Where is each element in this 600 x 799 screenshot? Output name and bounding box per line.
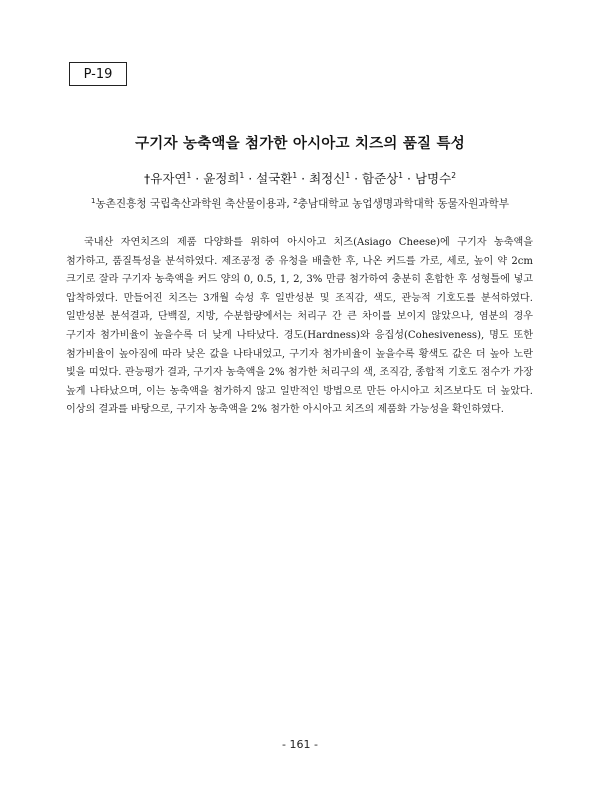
affiliation: $^1$농촌진흥청 국립축산과학원 축산물이용과, (90, 197, 294, 210)
poster-code: P-19 (83, 66, 113, 82)
paper-title: 구기자 농축액을 첨가한 아시아고 치즈의 품질 특성 (135, 136, 465, 152)
author: 설국환$^1$ (256, 171, 298, 186)
author: 함준상$^1$ (362, 171, 404, 186)
author: 최정신$^1$ (309, 171, 351, 186)
affiliations (0, 196, 600, 211)
author-separator: · (191, 171, 204, 186)
author: 남명수$^2$ (414, 171, 456, 186)
author-separator: · (350, 171, 363, 186)
poster-code-box (69, 62, 127, 86)
author-list (0, 169, 600, 187)
abstract-body: 국내산 자연치즈의 제품 다양화를 위하여 아시아고 치즈(Asiago Cheese)에 구기자 농축액을 첨가하고, 품질특성을 분석하였다. 제조공정 중 유청을 배출한 후, 나온 커드를 가로, 세로, 높이 약 2cm 크기로 잘라 구기자 농축액을 커드 양의 0, 0.5, 1, 2, 3% 만큼 첨가하여 충분히 혼합한 후 성형틀에 넣고 압착하였다. 만들어진 치즈는 3개월 숙성 후 일반성분 및 조직감, 색도, 관능적 기호도를 분석하였다. 일반성분 분석결과, 단백질, 지방, 수분함량에서는 처리구 간 큰 차이를 보이지 않았으나, 염분의 경우 구기자 첨가비율이 높을수록 더 낮게 나타났다. 경도(Hardness)와 응집성(Cohesiveness), 명도 또한 첨가비율이 높아짐에 따라 낮은 값을 나타내었고, 구기자 첨가비율이 높을수록 황색도 값은 더 높아 노란 빛을 띠었다. 관능평가 결과, 구기자 농축액을 2% 첨가한 처리구의 색, 조직감, 종합적 기호도 점수가 가장 높게 나타났으며, 이는 농축액을 첨가하지 않고 일반적인 방법으로 만든 아시아고 치즈보다도 더 높았다. 이상의 결과를 바탕으로, 구기자 농축액을 2% 첨가한 아시아고 치즈의 제품화 가능성을 확인하였다. (66, 237, 533, 416)
author-separator: · (244, 171, 257, 186)
author: †유자연$^1$ (144, 171, 192, 186)
page-number: - 161 - (282, 738, 318, 751)
author: 윤정희$^1$ (203, 171, 245, 186)
author-separator: · (297, 171, 310, 186)
affiliation: $^2$충남대학교 농업생명과학대학 동물자원과학부 (293, 197, 510, 210)
author-separator: · (403, 171, 415, 186)
